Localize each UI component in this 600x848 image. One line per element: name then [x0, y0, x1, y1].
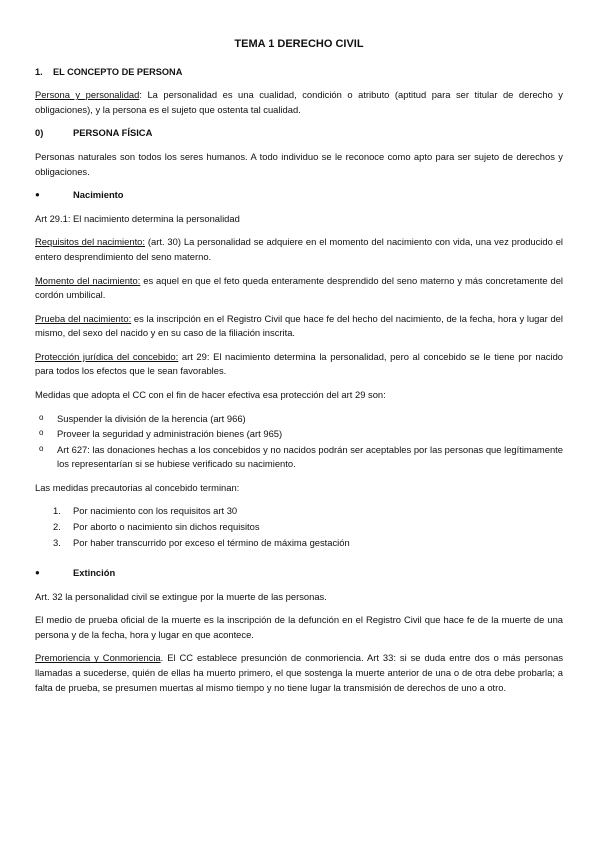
terminan-list	[35, 504, 563, 550]
list-item-text: Por haber transcurrido por exceso el término de máxima gestación	[73, 536, 350, 548]
term-text: : La personalidad es una cualidad, condición o atributo (aptitud para ser titular de derecho y obligaciones), y la persona es el sujeto que ostenta tal cualidad.	[35, 89, 563, 115]
subheading-nacimiento	[35, 188, 563, 203]
list-item-text: Art 627: las donaciones hechas a los concebidos y no nacidos podrán ser aceptables por las personas que legítimamente los representarían si se hubiese verificado su nacimiento.	[57, 443, 563, 470]
paragraph-art-29: Art 29.1: El nacimiento determina la personalidad	[35, 212, 240, 224]
paragraph-art-32: Art. 32 la personalidad civil se extingue por la muerte de las personas.	[35, 590, 327, 602]
list-number: 1.	[53, 505, 61, 517]
term-label: Requisitos del nacimiento:	[35, 236, 145, 248]
list-item	[35, 504, 563, 519]
term-text: (art. 30) La personalidad se adquiere en el momento del nacimiento con vida, una vez producido el entero desprendimiento del seno materno.	[35, 236, 563, 262]
paragraph-persona-personalidad	[35, 88, 563, 117]
term-label: Premoriencia y Conmoriencia	[35, 652, 161, 664]
subheading-text: Extinción	[73, 567, 116, 579]
paragraph-proteccion	[35, 350, 563, 379]
paragraph-requisitos	[35, 235, 563, 264]
subheading-extincion	[35, 566, 563, 581]
list-item-text: Suspender la división de la herencia (art 966)	[57, 412, 246, 424]
medidas-list	[35, 412, 563, 472]
list-item	[35, 536, 563, 551]
list-item-text: Por nacimiento con los requisitos art 30	[73, 505, 238, 517]
list-number: 2.	[53, 521, 61, 533]
list-bullet: o	[39, 412, 44, 422]
term-label: Prueba del nacimiento:	[35, 312, 132, 324]
bullet-icon: ●	[35, 568, 40, 578]
subheading-text: Nacimiento	[73, 189, 124, 201]
paragraph-personas-naturales: Personas naturales son todos los seres humanos. A todo individuo se le reconoce como apto para ser sujeto de derechos y obligaciones.	[35, 151, 563, 177]
term-text: . El CC establece presunción de conmoriencia. Art 33: si se duda entre dos o más personas llamadas a sucederse, quién de ellas ha muerto primero, el que sostenga la muerte anterior de una o de otra debe probarla; a falta de prueba, se presumen muertas al mismo tiempo y no tiene lugar la transmisión de derechos de uno a otro.	[35, 652, 564, 693]
paragraph-prueba	[35, 312, 563, 341]
list-item	[35, 520, 563, 535]
term-text: es la inscripción en el Registro Civil que hace fe del hecho del nacimiento, de la fecha, hora y lugar del mismo, del sexo del nacido y en su caso de la filiación inscrita.	[35, 312, 563, 339]
term-label: Persona y personalidad	[35, 89, 140, 101]
paragraph-momento	[35, 274, 563, 303]
paragraph-premoriencia	[35, 651, 563, 695]
paragraph-medidas-intro: Medidas que adopta el CC con el fin de hacer efectiva esa protección del art 29 son:	[35, 388, 386, 400]
bullet-icon: ●	[35, 190, 40, 200]
list-item-text: Por aborto o nacimiento sin dichos requisitos	[73, 521, 260, 533]
term-label: Protección jurídica del concebido:	[35, 350, 179, 362]
section-number: 0)	[35, 127, 44, 139]
section-title: PERSONA FÍSICA	[73, 127, 153, 139]
page-title: TEMA 1 DERECHO CIVIL	[234, 38, 364, 50]
section-title: EL CONCEPTO DE PERSONA	[53, 67, 183, 78]
list-item	[35, 427, 563, 442]
term-text: es aquel en que el feto queda enteramente desprendido del seno materno y más concretamente del cordón umbilical.	[35, 274, 563, 301]
list-number: 3.	[53, 536, 61, 548]
term-label: Momento del nacimiento:	[35, 274, 141, 286]
list-bullet: o	[39, 428, 44, 438]
term-text: art 29: El nacimiento determina la personalidad, pero al concebido se le tiene por nacido para todos los efectos que le sean favorables.	[35, 350, 564, 377]
list-item	[35, 412, 563, 427]
section-heading-persona-fisica	[35, 126, 563, 141]
section-heading-concepto	[35, 65, 563, 79]
document-page	[35, 36, 563, 704]
list-item	[35, 443, 563, 472]
section-number: 1.	[35, 67, 43, 78]
list-item-text: Proveer la seguridad y administración bienes (art 965)	[57, 428, 283, 440]
paragraph-terminan-intro: Las medidas precautorias al concebido terminan:	[35, 481, 240, 493]
list-bullet: o	[39, 443, 44, 453]
paragraph-medio-prueba: El medio de prueba oficial de la muerte es la inscripción de la defunción en el Registro Civil que hace fe de la muerte de una persona y de la fecha, hora y lugar en que acontece.	[35, 614, 563, 640]
